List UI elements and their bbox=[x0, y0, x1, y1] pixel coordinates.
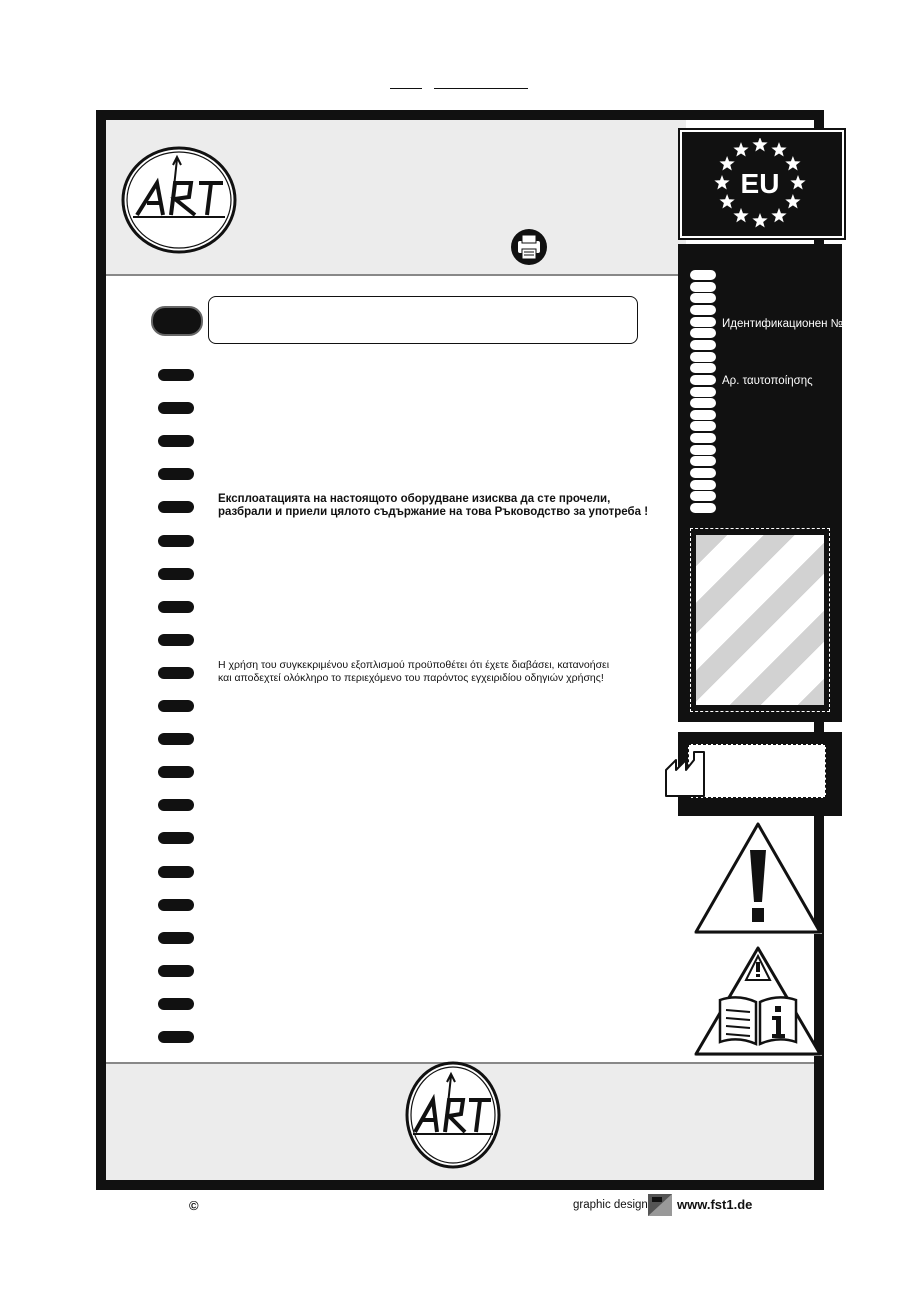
id-pill bbox=[690, 468, 716, 478]
id-label-bg: Идентификационен № bbox=[722, 318, 844, 330]
factory-icon bbox=[664, 750, 712, 798]
top-underline-long bbox=[434, 88, 528, 89]
eu-badge-text: EU bbox=[740, 168, 780, 199]
title-language-pill bbox=[151, 306, 203, 336]
id-pill bbox=[690, 340, 716, 350]
star-icon bbox=[733, 208, 748, 222]
language-pill bbox=[158, 932, 194, 944]
bulgarian-notice-line1: Експлоатацията на настоящото оборудване изисква да сте прочели, bbox=[218, 493, 611, 505]
language-pill bbox=[158, 700, 194, 712]
id-pill bbox=[690, 363, 716, 373]
id-pill bbox=[690, 491, 716, 501]
language-pill bbox=[158, 667, 194, 679]
id-pill bbox=[690, 282, 716, 292]
graphic-design-label: graphic design bbox=[573, 1199, 648, 1211]
id-pill bbox=[690, 352, 716, 362]
designer-url[interactable]: www.fst1.de bbox=[677, 1197, 753, 1212]
read-manual-icon bbox=[690, 944, 826, 1062]
id-pill bbox=[690, 433, 716, 443]
language-pill bbox=[158, 899, 194, 911]
sticker-area-border bbox=[690, 528, 830, 712]
id-pill bbox=[690, 421, 716, 431]
id-pill bbox=[690, 410, 716, 420]
exclamation-warning-icon bbox=[690, 820, 826, 940]
star-icon bbox=[752, 213, 767, 227]
language-pill bbox=[158, 766, 194, 778]
star-icon bbox=[785, 194, 800, 208]
bulgarian-notice-line2: разбрали и приели цялото съдържание на това Ръководство за употреба ! bbox=[218, 506, 649, 518]
top-underline-short bbox=[390, 88, 422, 89]
language-pill bbox=[158, 965, 194, 977]
id-pill bbox=[690, 456, 716, 466]
art-logo-icon bbox=[119, 145, 239, 255]
id-pill bbox=[690, 328, 716, 338]
id-pill bbox=[690, 387, 716, 397]
star-icon bbox=[790, 175, 805, 189]
id-pill bbox=[690, 375, 716, 385]
language-pill bbox=[158, 402, 194, 414]
star-icon bbox=[714, 175, 729, 189]
star-icon bbox=[733, 142, 748, 156]
id-pill bbox=[690, 480, 716, 490]
id-pill bbox=[690, 398, 716, 408]
language-pill bbox=[158, 866, 194, 878]
copyright-symbol: © bbox=[189, 1198, 199, 1213]
id-pill bbox=[690, 445, 716, 455]
language-pill bbox=[158, 468, 194, 480]
language-pill bbox=[158, 535, 194, 547]
id-pill bbox=[690, 503, 716, 513]
language-pill bbox=[158, 435, 194, 447]
star-icon bbox=[771, 142, 786, 156]
language-pill bbox=[158, 799, 194, 811]
greek-notice-line1: Η χρήση του συγκεκριμένου εξοπλισμού προϋποθέτει ότι έχετε διαβάσει, κατανοήσει bbox=[218, 659, 610, 671]
language-pill bbox=[158, 832, 194, 844]
id-label-el: Αρ. ταυτοποίησης bbox=[722, 375, 813, 387]
fst-logo-icon bbox=[648, 1194, 672, 1216]
footer-art-logo-icon bbox=[403, 1060, 503, 1170]
language-pill bbox=[158, 601, 194, 613]
star-icon bbox=[719, 194, 734, 208]
language-pill bbox=[158, 568, 194, 580]
title-box bbox=[208, 296, 638, 344]
star-icon bbox=[752, 138, 767, 151]
language-pill bbox=[158, 733, 194, 745]
star-icon bbox=[771, 208, 786, 222]
printer-icon bbox=[509, 227, 549, 267]
id-pill bbox=[690, 270, 716, 280]
language-pill bbox=[158, 1031, 194, 1043]
star-icon bbox=[719, 156, 734, 170]
greek-notice-line2: και αποδεχτεί ολόκληρο το περιεχόμενο του παρόντος εγχειριδίου οδηγιών χρήσης! bbox=[218, 672, 604, 684]
language-pill bbox=[158, 634, 194, 646]
language-pill bbox=[158, 998, 194, 1010]
language-pill bbox=[158, 501, 194, 513]
language-pill bbox=[158, 369, 194, 381]
star-icon bbox=[785, 156, 800, 170]
id-pill bbox=[690, 293, 716, 303]
id-pill bbox=[690, 317, 716, 327]
id-pill bbox=[690, 305, 716, 315]
